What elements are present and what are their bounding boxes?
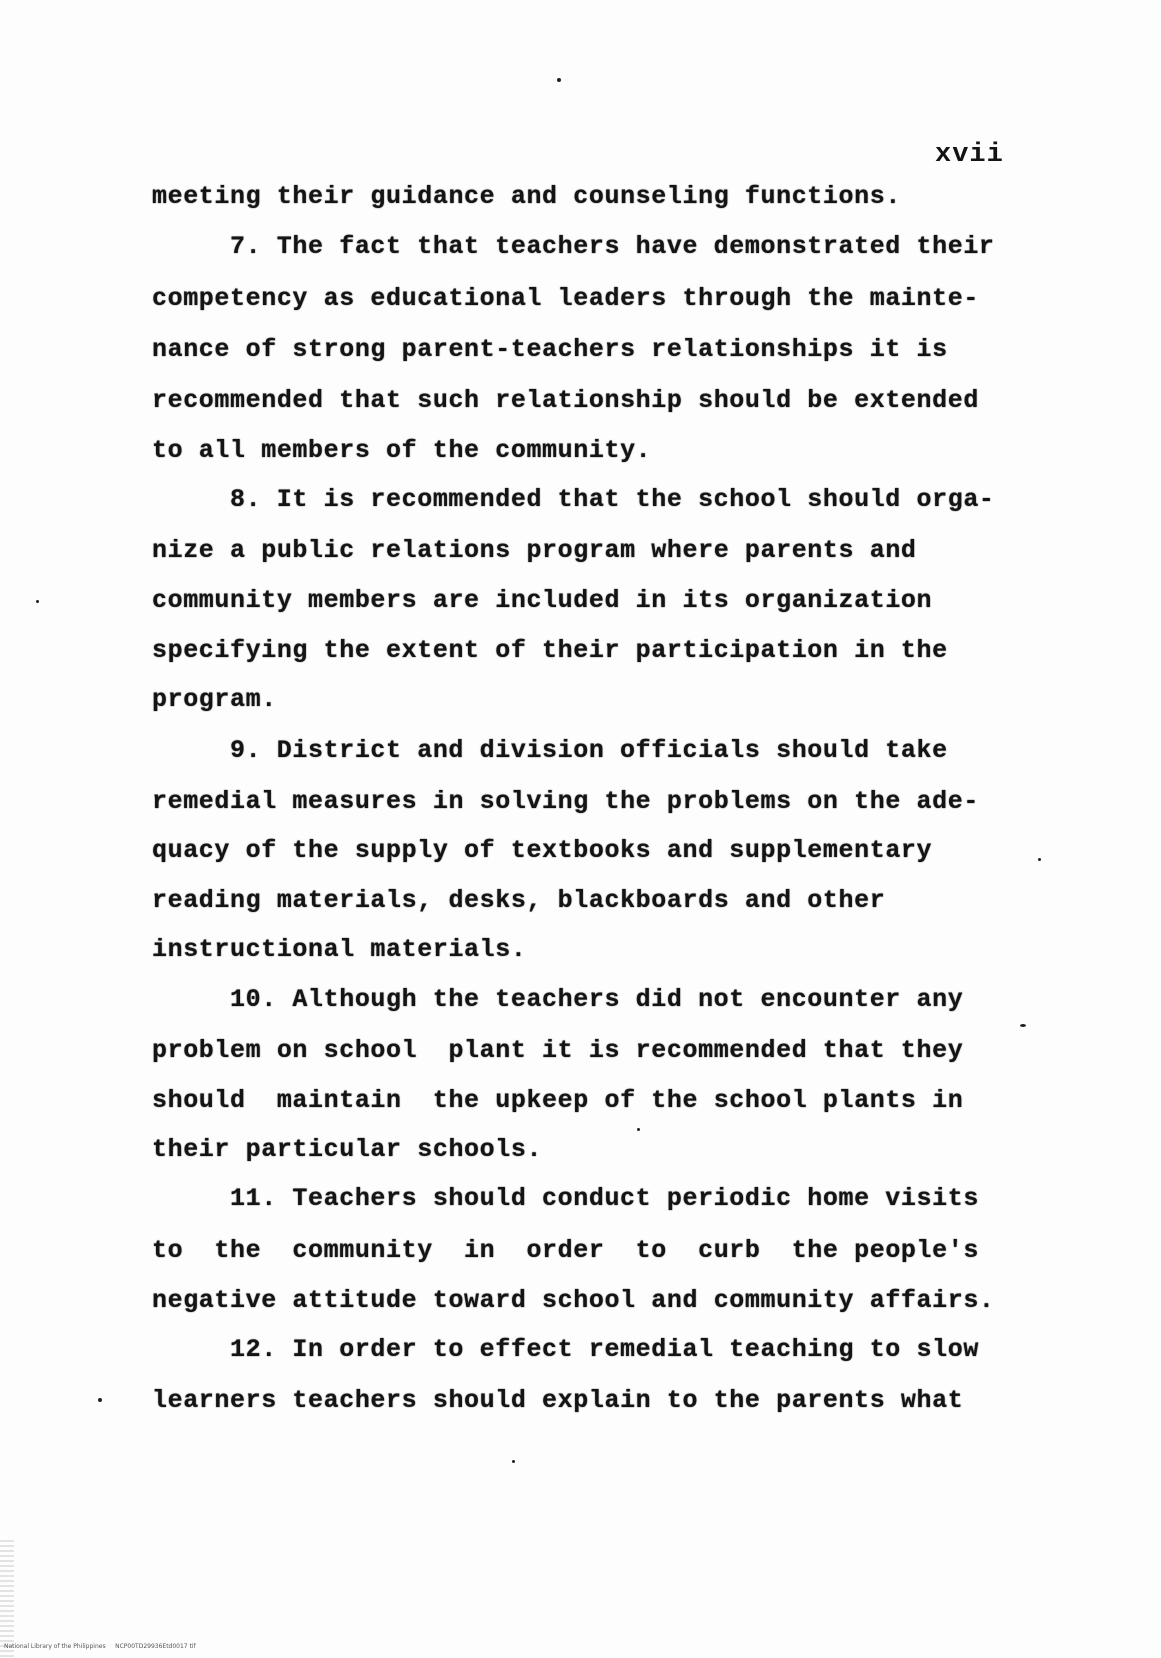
scan-speck — [637, 1128, 640, 1131]
scan-speck — [1038, 858, 1041, 861]
text-line: problem on school plant it is recommended that they — [152, 1036, 964, 1065]
scan-speck — [557, 78, 561, 82]
text-line: 7. The fact that teachers have demonstrated their — [230, 232, 995, 261]
text-line: competency as educational leaders through the mainte- — [152, 284, 979, 313]
text-line: meeting their guidance and counseling functions. — [152, 182, 901, 211]
text-line: to all members of the community. — [152, 436, 652, 465]
text-line: reading materials, desks, blackboards and other — [152, 886, 886, 915]
scan-edge-noise — [0, 1540, 14, 1658]
text-line: community members are included in its organization — [152, 586, 933, 615]
text-line: nance of strong parent-teachers relationships it is — [152, 335, 948, 364]
text-line: program. — [152, 685, 277, 714]
text-line: 12. In order to effect remedial teaching to slow — [230, 1335, 979, 1364]
text-line: negative attitude toward school and community affairs. — [152, 1286, 995, 1315]
text-line: 9. District and division officials should take — [230, 736, 948, 765]
text-line: remedial measures in solving the problems on the ade- — [152, 787, 979, 816]
text-line: learners teachers should explain to the parents what — [152, 1386, 964, 1415]
scan-speck — [1020, 1024, 1026, 1027]
scan-footer: National Library of the Philippines NCP00TD29936Etd0017 tif — [4, 1643, 196, 1650]
text-line: their particular schools. — [152, 1135, 543, 1164]
text-line: nize a public relations program where parents and — [152, 536, 917, 565]
text-line: instructional materials. — [152, 935, 527, 964]
text-line: 8. It is recommended that the school should orga- — [230, 485, 995, 514]
text-line: quacy of the supply of textbooks and supplementary — [152, 836, 933, 865]
scan-speck — [36, 600, 39, 603]
text-line: recommended that such relationship should be extended — [152, 386, 979, 415]
scan-speck — [98, 1398, 102, 1402]
scan-speck — [512, 1460, 515, 1463]
text-line: should maintain the upkeep of the school plants in — [152, 1086, 964, 1115]
text-line: specifying the extent of their participation in the — [152, 636, 948, 665]
text-line: 10. Although the teachers did not encounter any — [230, 985, 964, 1014]
text-line: 11. Teachers should conduct periodic home visits — [230, 1184, 979, 1213]
text-line: to the community in order to curb the people's — [152, 1236, 979, 1265]
page-number: xvii — [935, 140, 1004, 170]
